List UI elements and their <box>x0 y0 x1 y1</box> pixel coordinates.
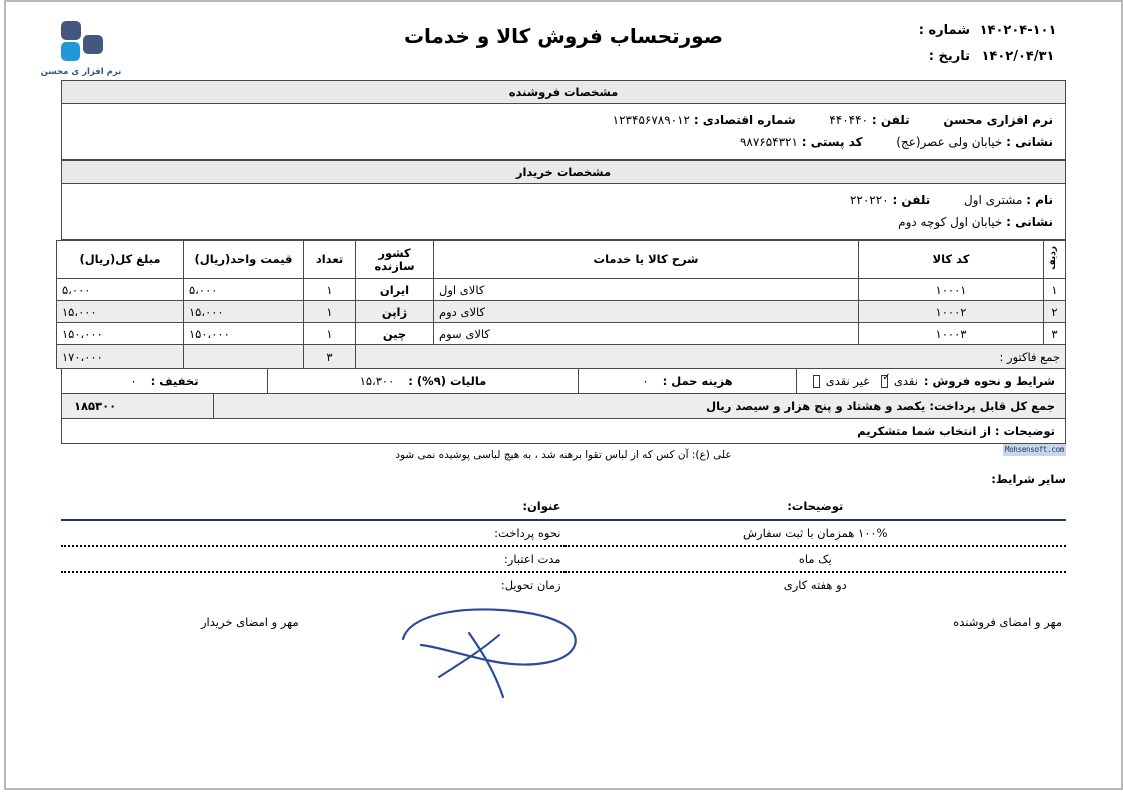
seller-phone-label: تلفن : <box>871 113 910 127</box>
th-radif <box>1044 241 1066 279</box>
th-description: شرح کالا یا خدمات <box>434 241 859 279</box>
th-code: کد کالا <box>859 241 1044 279</box>
summary-quantity: ۳ <box>304 345 356 369</box>
buyer-band-title: مشخصات خریدار <box>62 161 1065 184</box>
buyer-address-label: نشانی : <box>1006 215 1053 229</box>
condition-title: زمان تحویل: <box>500 578 561 592</box>
conditions-title: سایر شرایط: <box>991 472 1066 486</box>
hadith-zone <box>61 444 1066 470</box>
seller-signature-label: مهر و امضای فروشنده <box>953 615 1062 629</box>
credit-checkbox[interactable] <box>813 375 820 388</box>
invoice-number-label: شماره : <box>918 23 970 38</box>
cell-quantity: ۱ <box>304 323 356 345</box>
buyer-phone-label: تلفن : <box>892 193 931 207</box>
list-item <box>61 520 1066 546</box>
document-header <box>6 2 1121 80</box>
summary-spacer <box>184 345 304 369</box>
cell-country: چین <box>356 323 434 345</box>
seller-postal-value: ۹۸۷۶۵۴۳۲۱ <box>739 135 798 149</box>
th-radif-label: ردیف <box>1048 246 1058 270</box>
shipping-cost-label: هزینه حمل : <box>662 374 733 388</box>
seller-section <box>61 80 1066 160</box>
cash-checkbox[interactable] <box>881 375 888 388</box>
cell-quantity: ۱ <box>304 301 356 323</box>
invoice-date-value: ۱۴۰۲/۰۴/۳۱ <box>981 49 1055 64</box>
condition-value: دو هفته کاری <box>783 578 847 592</box>
seller-address-value: خیابان ولی عصر(عج) <box>896 135 1003 149</box>
cell-description: کالای اول <box>434 279 859 301</box>
cell-code: ۱۰۰۰۳ <box>859 323 1044 345</box>
discount-group <box>62 369 267 393</box>
seller-line-1 <box>74 109 1053 131</box>
buyer-line-2 <box>74 211 1053 233</box>
items-header-row <box>57 241 1066 279</box>
buyer-address-value: خیابان اول کوچه دوم <box>898 215 1003 229</box>
cell-description: کالای سوم <box>434 323 859 345</box>
buyer-phone-value: ۲۲۰۲۲۰ <box>849 193 889 207</box>
seller-phone-value: ۴۴۰۴۴۰ <box>829 113 869 127</box>
invoice-number-value: ۱۴۰۲۰۴-۱۰۱ <box>979 23 1057 38</box>
cell-unit-price: ۵،۰۰۰ <box>184 279 304 301</box>
condition-value: یک ماه <box>565 546 1067 572</box>
cell-unit-price: ۱۵۰،۰۰۰ <box>184 323 304 345</box>
shipping-cost-value: ۰ <box>642 374 649 388</box>
seller-postal-label: کد پستی : <box>801 135 863 149</box>
conditions-header-row <box>61 494 1066 520</box>
shipping-cost-group <box>578 369 796 393</box>
cell-total-price: ۱۵،۰۰۰ <box>57 301 184 323</box>
cell-country: ایران <box>356 279 434 301</box>
seller-line-2 <box>74 131 1053 153</box>
seller-econ-value: ۱۲۳۴۵۶۷۸۹۰۱۲ <box>612 113 690 127</box>
cell-total-price: ۵،۰۰۰ <box>57 279 184 301</box>
sale-terms-label: شرایط و نحوه فروش : <box>923 374 1055 388</box>
cell-quantity: ۱ <box>304 279 356 301</box>
buyer-section <box>61 160 1066 240</box>
buyer-signature-label: مهر و امضای خریدار <box>201 615 299 629</box>
th-quantity: تعداد <box>304 241 356 279</box>
items-table <box>56 240 1066 369</box>
th-country: کشور سازنده <box>356 241 434 279</box>
discount-label: تخفیف : <box>150 374 199 388</box>
logo-text: نرم افزار ی محسن <box>40 67 122 77</box>
cell-code: ۱۰۰۰۲ <box>859 301 1044 323</box>
hadith-text: علی (ع): آن کس که از لباس تقوا برهنه شد ، به هیچ لباسی پوشیده نمی شود <box>395 449 732 461</box>
buyer-line-1 <box>74 189 1053 211</box>
seller-econ-label: شماره اقتصادی : <box>693 113 796 127</box>
buyer-name-label: نام : <box>1026 193 1053 207</box>
seller-name: نرم افزاری محسن <box>943 113 1053 127</box>
company-logo <box>28 20 134 82</box>
page-title: صورتحساب فروش کالا و خدمات <box>403 24 724 48</box>
grand-total-row <box>61 394 1066 419</box>
items-table-body <box>57 279 1066 369</box>
sale-terms-strip <box>61 369 1066 394</box>
table-row <box>57 301 1066 323</box>
tax-value: ۱۵،۳۰۰ <box>359 374 395 388</box>
handwritten-signature <box>391 605 611 705</box>
invoice-date-label: تاریخ : <box>928 49 970 64</box>
cell-unit-price: ۱۵،۰۰۰ <box>184 301 304 323</box>
credit-option-label: غیر نقدی <box>825 374 870 388</box>
condition-title: مدت اعتبار: <box>61 546 565 572</box>
seller-band-title: مشخصات فروشنده <box>62 81 1065 104</box>
grand-total-amount: ۱۸۵۳۰۰ <box>62 394 214 418</box>
condition-value: ۱۰۰% همزمان با ثبت سفارش <box>565 520 1067 546</box>
cell-radif: ۲ <box>1044 301 1066 323</box>
signature-section <box>61 615 1066 725</box>
table-row <box>57 279 1066 301</box>
logo-blocks-icon <box>53 20 109 66</box>
conditions-table <box>61 494 1066 597</box>
seller-details <box>62 104 1065 160</box>
sale-type-group <box>796 369 1065 393</box>
list-item <box>61 546 1066 572</box>
cell-country: ژاپن <box>356 301 434 323</box>
invoice-summary-row <box>57 345 1066 369</box>
cell-code: ۱۰۰۰۱ <box>859 279 1044 301</box>
watermark-badge: Mohsensoft.com <box>1004 445 1064 454</box>
tax-label: مالیات (۹%) : <box>408 374 487 388</box>
seller-address-label: نشانی : <box>1006 135 1053 149</box>
tax-group <box>267 369 578 393</box>
summary-label: جمع فاکتور : <box>356 345 1066 369</box>
buyer-details <box>62 184 1065 240</box>
buyer-name-value: مشتری اول <box>963 193 1023 207</box>
invoice-page <box>4 0 1123 790</box>
grand-total-words: جمع کل قابل پرداخت: یکصد و هشتاد و پنج هزار و سیصد ریال <box>706 399 1055 413</box>
items-table-head <box>57 241 1066 279</box>
conditions-head-title: عنوان: <box>61 494 565 520</box>
th-unit-price: قیمت واحد(ریال) <box>184 241 304 279</box>
cell-total-price: ۱۵۰،۰۰۰ <box>57 323 184 345</box>
cell-radif: ۱ <box>1044 279 1066 301</box>
list-item <box>61 572 1066 597</box>
cell-description: کالای دوم <box>434 301 859 323</box>
description-row: توضیحات : از انتخاب شما متشکریم <box>61 419 1066 444</box>
summary-total: ۱۷۰،۰۰۰ <box>57 345 184 369</box>
cash-option-label: نقدی <box>893 374 918 388</box>
table-row <box>57 323 1066 345</box>
th-total-price: مبلغ کل(ریال) <box>57 241 184 279</box>
conditions-head-description: توضیحات: <box>565 494 1067 520</box>
discount-value: ۰ <box>130 374 137 388</box>
cell-radif: ۳ <box>1044 323 1066 345</box>
condition-title: نحوه پرداخت: <box>61 520 565 546</box>
conditions-section <box>61 472 1066 597</box>
